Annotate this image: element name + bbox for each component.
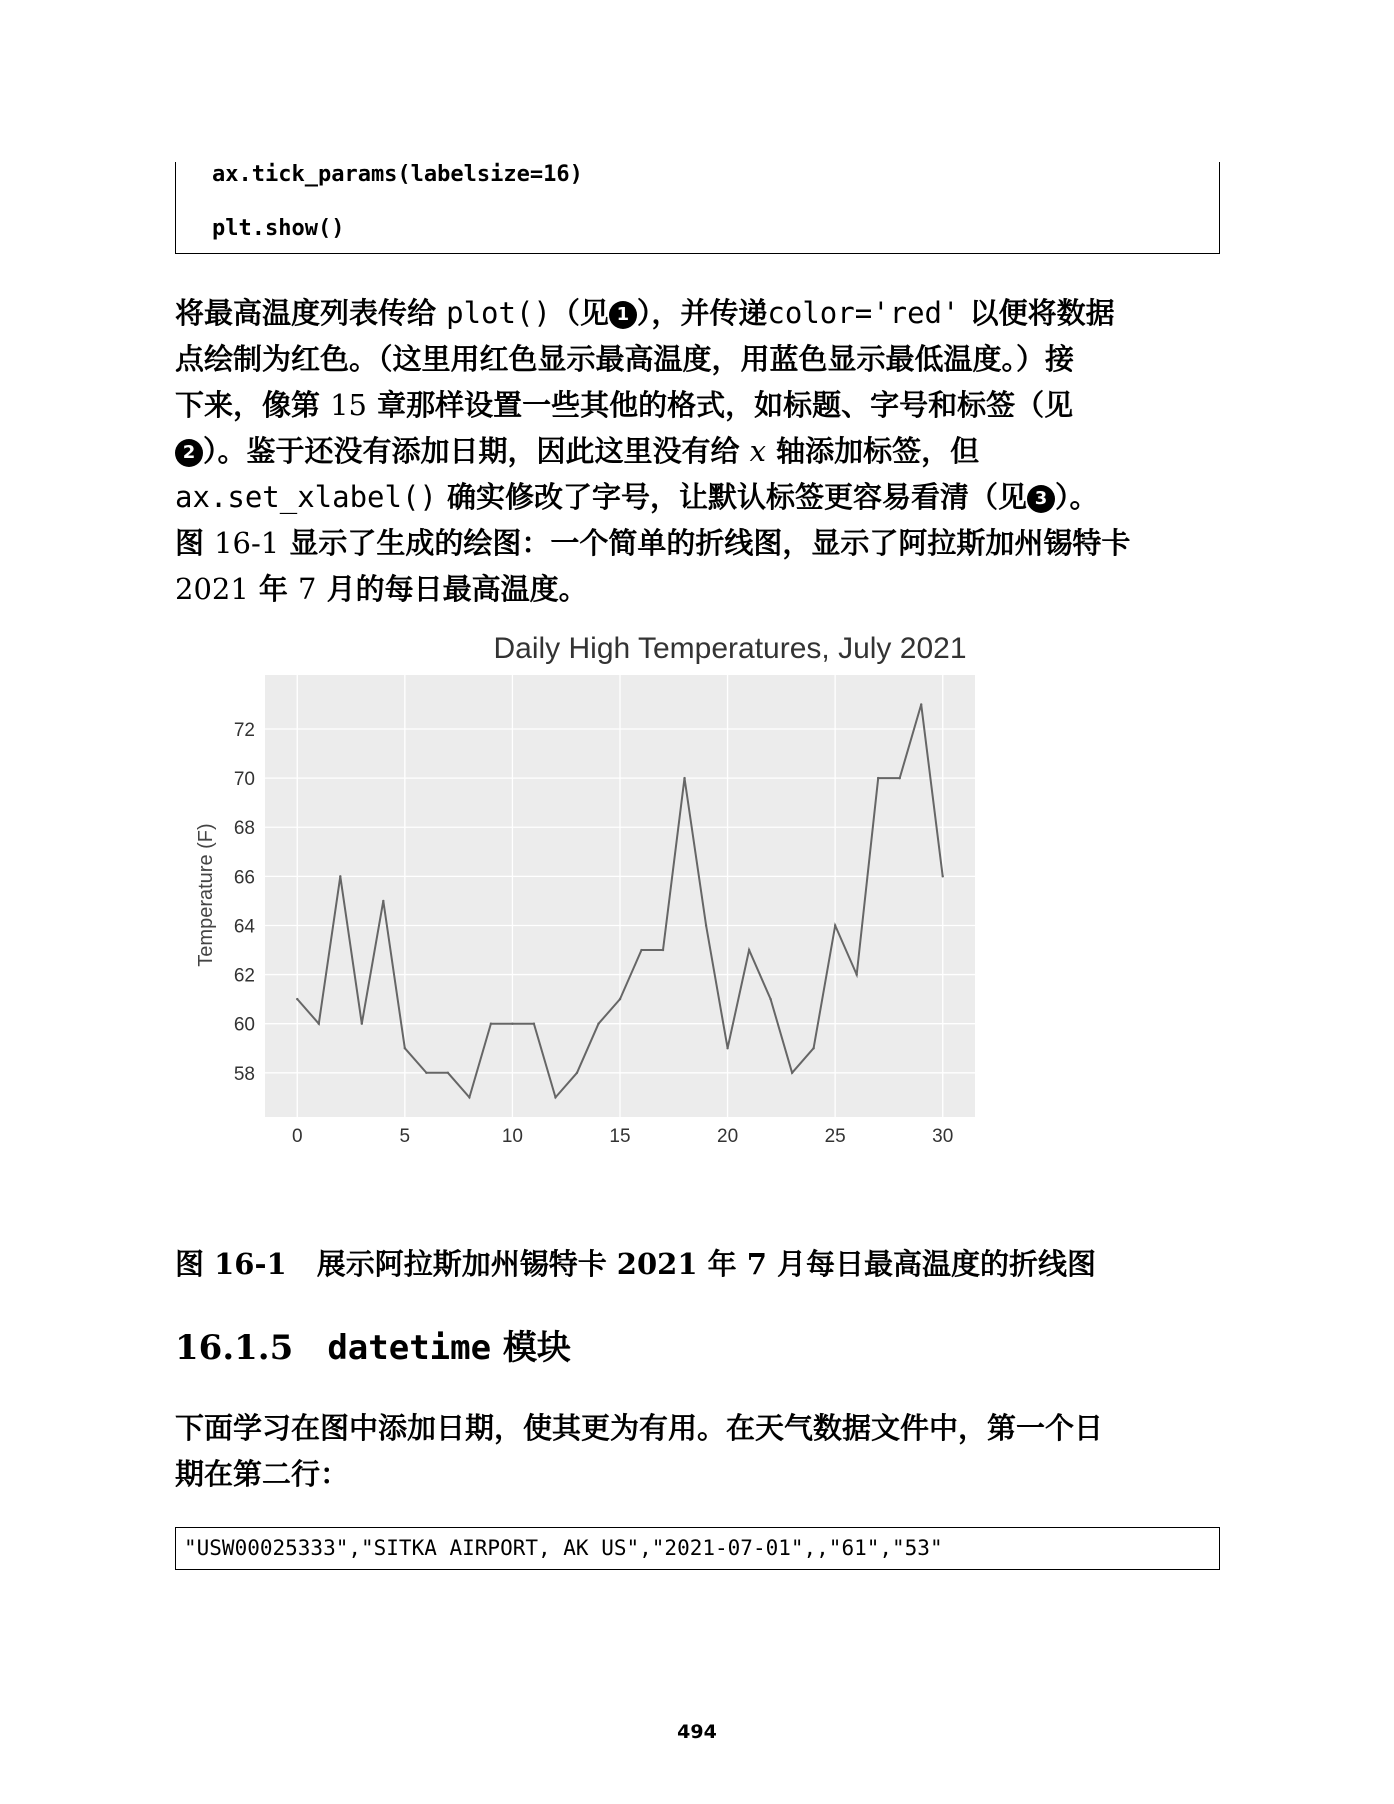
data-point (748, 949, 750, 951)
callout-2-icon: 2 (175, 439, 203, 467)
para-line: 图 16-1 显示了生成的绘图：一个简单的折线图，显示了阿拉斯加州锡特卡 (175, 526, 1131, 560)
data-point (468, 1096, 470, 1098)
para-line: 将最高温度列表传给 plot()（见 1 ），并传递color='red' 以便将数据 (175, 296, 1115, 330)
line-chart (190, 630, 1220, 1210)
data-point (339, 875, 341, 877)
data-point (769, 998, 771, 1000)
para-line: 下面学习在图中添加日期，使其更为有用。在天气数据文件中，第一个日 (175, 1411, 1104, 1445)
data-point (942, 875, 944, 877)
data-point (318, 1022, 320, 1024)
para-line: 2 ）。鉴于还没有添加日期，因此这里没有给 x 轴添加标签，但 (175, 428, 1235, 474)
data-point (425, 1072, 427, 1074)
y-tick-label: 58 (233, 1063, 255, 1085)
data-point (490, 1022, 492, 1024)
section-heading: 16.1.5 datetime 模块 (175, 1328, 571, 1368)
data-point (898, 777, 900, 779)
data-point (296, 998, 298, 1000)
data-point (361, 1022, 363, 1024)
x-tick-label: 15 (609, 1126, 631, 1147)
y-tick-label: 66 (233, 867, 255, 889)
callout-1-icon: 1 (609, 301, 637, 329)
para-line: 点绘制为红色。（这里用红色显示最高温度，用蓝色显示最低温度。）接 (175, 342, 1075, 376)
data-point (812, 1047, 814, 1049)
x-tick-label: 30 (932, 1126, 954, 1147)
data-point (834, 924, 836, 926)
y-tick-label: 72 (233, 720, 255, 742)
data-point (447, 1072, 449, 1074)
para-line: 期在第二行： (175, 1457, 350, 1491)
chart-title: Daily High Temperatures, July 2021 (493, 632, 967, 665)
y-tick-label: 62 (233, 965, 255, 987)
data-point (511, 1022, 513, 1024)
data-point (382, 900, 384, 902)
data-point (640, 949, 642, 951)
callout-3-icon: 3 (1027, 485, 1055, 513)
page-number: 494 (677, 1721, 717, 1743)
para-line: 2021 年 7 月的每日最高温度。 (175, 572, 588, 606)
para-line: ax.set_xlabel() 确实修改了字号，让默认标签更容易看清（见 3 ）。 (175, 480, 1099, 514)
data-point (597, 1022, 599, 1024)
x-tick-label: 25 (824, 1126, 846, 1147)
data-point (920, 703, 922, 705)
y-axis-label: Temperature (F) (195, 823, 217, 967)
data-point (791, 1072, 793, 1074)
paragraph-explanation (175, 290, 1235, 612)
code-block-csv: "USW00025333","SITKA AIRPORT, AK US","2021-07-01",,"61","53" (175, 1527, 1220, 1570)
x-tick-label: 20 (717, 1126, 739, 1147)
x-tick-label: 5 (399, 1126, 411, 1147)
data-point (877, 777, 879, 779)
data-point (662, 949, 664, 951)
data-point (533, 1022, 535, 1024)
data-point (619, 998, 621, 1000)
data-point (554, 1096, 556, 1098)
y-tick-label: 70 (233, 769, 255, 791)
data-point (855, 973, 857, 975)
y-tick-label: 60 (233, 1014, 255, 1036)
para-line: 下来，像第 15 章那样设置一些其他的格式，如标题、字号和标签（见 (175, 388, 1074, 422)
data-point (576, 1072, 578, 1074)
x-tick-label: 10 (501, 1126, 523, 1147)
code-block-top (175, 162, 1220, 254)
paragraph-intro (175, 1405, 1235, 1497)
y-tick-label: 64 (233, 916, 255, 938)
code-line: plt.show() (212, 216, 345, 241)
x-tick-label: 0 (291, 1126, 303, 1147)
data-point (705, 924, 707, 926)
y-tick-label: 68 (233, 818, 255, 840)
data-point (404, 1047, 406, 1049)
data-point (683, 777, 685, 779)
code-line: ax.tick_params(labelsize=16) (212, 162, 583, 187)
data-point (726, 1047, 728, 1049)
figure-caption: 图 16-1 展示阿拉斯加州锡特卡 2021 年 7 月每日最高温度的折线图 (175, 1247, 1097, 1281)
